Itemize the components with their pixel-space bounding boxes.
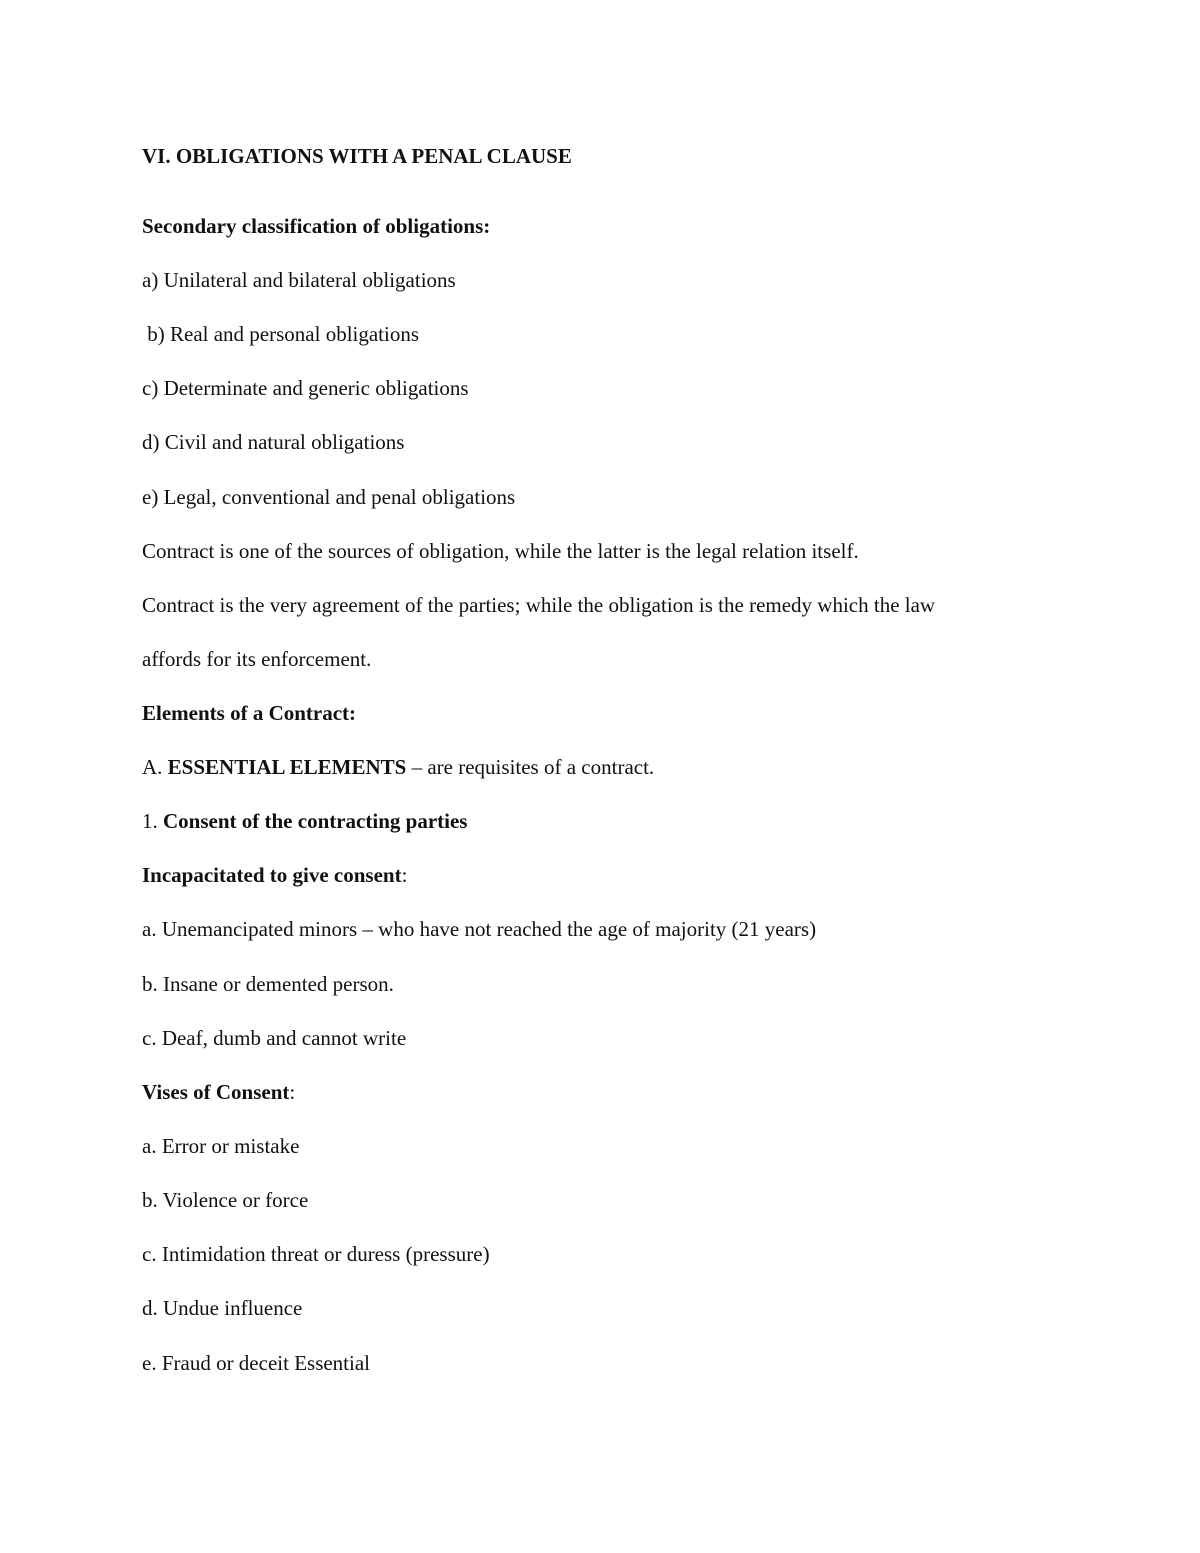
contract-paragraph-2-line-1: Contract is the very agreement of the parties; while the obligation is the remedy which the law [142,593,936,617]
incapacitated-item-c: c. Deaf, dumb and cannot write [142,1026,407,1050]
vises-item-b: b. Violence or force [142,1188,309,1212]
vises-item-a: a. Error or mistake [142,1134,300,1158]
incapacitated-colon: : [401,863,408,887]
vises-item-e: e. Fraud or deceit Essential [142,1351,371,1375]
consent-prefix: 1. [142,809,158,833]
secondary-item-d: d) Civil and natural obligations [142,430,405,454]
incapacitated-label: Incapacitated to give consent [142,863,402,887]
document-title: VI. OBLIGATIONS WITH A PENAL CLAUSE [142,144,572,168]
contract-paragraph-2-line-2: affords for its enforcement. [142,647,372,671]
vises-heading [142,1079,295,1105]
incapacitated-heading [142,862,407,888]
essential-elements-label: ESSENTIAL ELEMENTS [162,755,407,779]
secondary-item-b: b) Real and personal obligations [142,322,420,346]
incapacitated-item-b: b. Insane or demented person. [142,972,394,996]
secondary-item-c: c) Determinate and generic obligations [142,376,469,400]
elements-heading: Elements of a Contract: [142,701,357,725]
vises-item-d: d. Undue influence [142,1296,303,1320]
incapacitated-item-a: a. Unemancipated minors – who have not reached the age of majority (21 years) [142,917,817,941]
essential-elements-description: – are requisites of a contract. [406,755,655,779]
secondary-item-e: e) Legal, conventional and penal obligations [142,485,516,509]
consent-label: Consent of the contracting parties [157,809,468,833]
secondary-classification-heading: Secondary classification of obligations: [142,214,491,238]
vises-colon: : [289,1080,296,1104]
vises-item-c: c. Intimidation threat or duress (pressure) [142,1242,490,1266]
vises-label: Vises of Consent [142,1080,290,1104]
essential-elements-line [142,754,654,780]
contract-paragraph-1: Contract is one of the sources of obligation, while the latter is the legal relation itself. [142,539,859,563]
essential-prefix: A. [142,755,163,779]
secondary-item-a: a) Unilateral and bilateral obligations [142,268,456,292]
consent-line [142,808,467,834]
